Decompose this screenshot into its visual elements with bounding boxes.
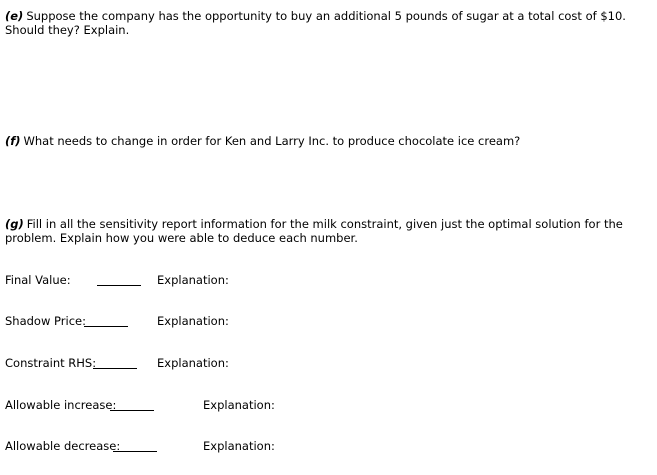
shadow-price-label: Shadow Price: — [5, 314, 86, 328]
constraint-rhs-explanation-label: Explanation: — [157, 356, 229, 370]
allowable-decrease-explanation-label: Explanation: — [203, 439, 275, 453]
shadow-price-blank[interactable] — [84, 314, 128, 327]
allowable-decrease-blank[interactable] — [113, 439, 157, 452]
allowable-increase-label: Allowable increase: — [5, 398, 117, 412]
question-e-text: Suppose the company has the opportunity to buy an additional 5 pounds of sugar at a total cost of $10. Should they? Explain. — [5, 9, 626, 37]
final-value-blank[interactable] — [97, 273, 141, 286]
allowable-increase-blank[interactable] — [110, 398, 154, 411]
final-value-label: Final Value: — [5, 273, 71, 287]
constraint-rhs-label: Constraint RHS: — [5, 356, 97, 370]
question-f — [5, 134, 645, 148]
question-e-tag: (e) — [5, 9, 24, 23]
final-value-explanation-label: Explanation: — [157, 273, 229, 287]
question-g — [5, 217, 645, 245]
allowable-decrease-label: Allowable decrease: — [5, 439, 121, 453]
allowable-increase-explanation-label: Explanation: — [203, 398, 275, 412]
question-f-text: What needs to change in order for Ken and Larry Inc. to produce chocolate ice cream? — [23, 134, 521, 148]
question-g-text: Fill in all the sensitivity report information for the milk constraint, given just the optimal solution for the problem. Explain how you were able to deduce each number. — [5, 217, 623, 245]
question-g-tag: (g) — [5, 217, 24, 231]
constraint-rhs-blank[interactable] — [93, 356, 137, 369]
question-f-tag: (f) — [5, 134, 21, 148]
question-e — [5, 9, 645, 37]
shadow-price-explanation-label: Explanation: — [157, 314, 229, 328]
